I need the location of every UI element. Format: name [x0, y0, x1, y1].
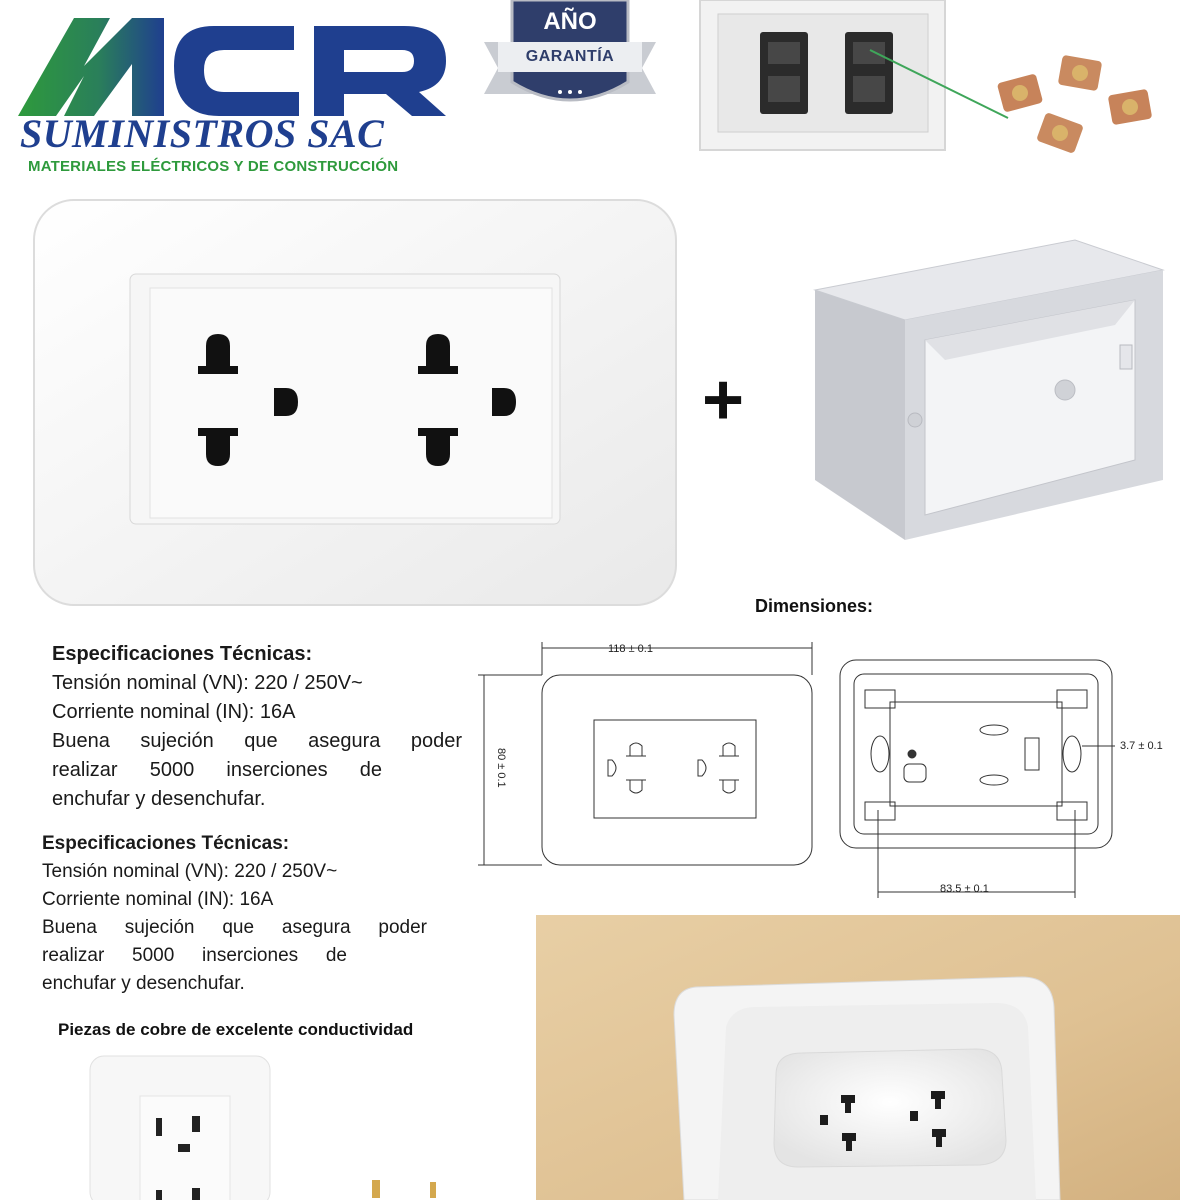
drawing-front-plate — [542, 675, 812, 865]
spec-desc-line1: Buena sujeción que asegura poder — [52, 730, 462, 752]
spec-heading: Especificaciones Técnicas: — [42, 833, 290, 854]
surface-box-photo — [805, 230, 1170, 545]
dim-side-label: 3.7 ± 0.1 — [1120, 740, 1163, 752]
spec-voltage: Tensión nominal (VN): 220 / 250V~ — [42, 861, 338, 882]
logo-company-name: SUMINISTROS SAC — [20, 111, 385, 156]
spec-block-2 — [42, 830, 427, 998]
dimensions-title: Dimensiones: — [755, 596, 874, 616]
double-socket-photo — [30, 196, 680, 611]
spec-desc-line2: realizar 5000 inserciones de — [52, 759, 382, 781]
vertical-socket-photo — [80, 1050, 480, 1200]
mcr-logo-graphic — [14, 6, 454, 126]
spec-desc-line3: enchufar y desenchufar. — [42, 973, 245, 994]
dim-height-label: 80 ± 0.1 — [495, 748, 507, 788]
copper-caption: Piezas de cobre de excelente conductividad — [58, 1020, 414, 1039]
socket-face — [150, 288, 552, 518]
spec-current: Corriente nominal (IN): 16A — [42, 889, 274, 910]
company-logo — [14, 6, 454, 181]
logo-c-shape — [174, 26, 299, 116]
socket-internal-photo — [690, 0, 1160, 160]
spec-current: Corriente nominal (IN): 16A — [52, 701, 296, 723]
logo-tagline: MATERIALES ELÉCTRICOS Y DE CONSTRUCCIÓN — [28, 158, 399, 175]
wall-socket-face — [774, 1049, 1006, 1167]
warranty-badge — [480, 0, 660, 110]
spec-voltage: Tensión nominal (VN): 220 / 250V~ — [52, 672, 363, 694]
spec-heading: Especificaciones Técnicas: — [52, 643, 313, 665]
wall-socket-photo — [536, 915, 1180, 1200]
spec-block-1 — [52, 640, 462, 814]
spec-desc-line2: realizar 5000 inserciones de — [42, 945, 347, 966]
badge-word-bottom: GARANTÍA — [525, 48, 615, 65]
logo-m-shape — [18, 18, 164, 116]
badge-word-top: AÑO — [543, 8, 597, 35]
logo-r-shape — [314, 26, 446, 116]
dimension-drawing — [470, 630, 1185, 900]
copper-pieces — [997, 55, 1153, 154]
box-left-side — [815, 290, 905, 540]
dim-width-label: 118 ± 0.1 — [608, 643, 653, 655]
dim-bottom-label: 83.5 ± 0.1 — [940, 883, 989, 895]
spec-desc-line1: Buena sujeción que asegura poder — [42, 917, 427, 938]
spec-desc-line3: enchufar y desenchufar. — [52, 788, 266, 810]
plus-sign: + — [701, 360, 745, 440]
